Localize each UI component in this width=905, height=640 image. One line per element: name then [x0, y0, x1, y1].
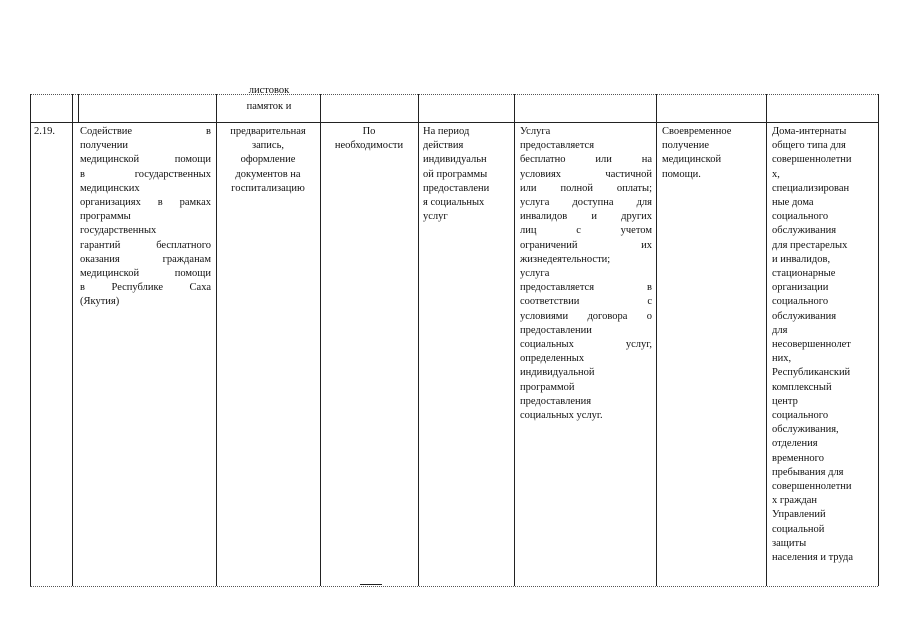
- cell-line: действия: [423, 140, 464, 152]
- col-border: [216, 94, 217, 586]
- cell-line: гарантий бесплатного: [80, 239, 211, 251]
- cell-line: для: [772, 324, 788, 336]
- cell-line: населения и труда: [772, 552, 853, 564]
- cell-line: помощи.: [662, 168, 701, 180]
- cell-line: в Республике Саха: [80, 282, 211, 294]
- col-border: [418, 94, 419, 586]
- cell-line: Своевременное: [662, 126, 732, 137]
- cell-line: социального: [772, 296, 829, 308]
- cell-line: отделения: [772, 438, 818, 450]
- cell-line: совершеннолетни: [772, 481, 852, 493]
- cell-line: пребывания для: [772, 466, 844, 478]
- cell-line: социальных услуг,: [520, 339, 652, 351]
- cell-line: ой программы: [423, 168, 488, 180]
- cell-line: центр: [772, 395, 798, 407]
- col-border: [878, 94, 879, 586]
- cell-line: или полной оплаты;: [520, 182, 652, 194]
- service-name-cell: [80, 125, 211, 310]
- cell-line: х граждан: [772, 495, 817, 507]
- cell-line: Управлений: [772, 509, 826, 521]
- col-border: [766, 94, 767, 586]
- cell-line: предоставлении: [520, 324, 592, 336]
- cell-line: медицинской помощи: [80, 268, 211, 280]
- cell-line: обслуживания,: [772, 424, 839, 436]
- cell-line: получение: [662, 140, 710, 152]
- cell-line: организациях в рамках: [80, 197, 211, 209]
- cell-line: предоставляется в: [520, 282, 652, 294]
- cell-line: индивидуальн: [423, 154, 487, 166]
- cell-line: обслуживания: [772, 225, 837, 237]
- row-separator: [30, 122, 878, 123]
- cell-line: стационарные: [772, 268, 836, 280]
- cell-line: условиями договора о: [520, 310, 652, 322]
- cell-line: ные дома: [772, 197, 814, 209]
- cell-line: предоставляется: [520, 140, 595, 152]
- cell-line: общего типа для: [772, 140, 846, 152]
- cell-line: На период: [423, 126, 470, 137]
- cell-line: медицинских: [80, 182, 140, 194]
- col-border: [78, 94, 79, 122]
- cell-line: По: [362, 126, 376, 137]
- col-border: [514, 94, 515, 586]
- row-number: 2.19.: [34, 126, 55, 137]
- cell-line: Республиканский: [772, 367, 851, 379]
- cell-line: услуга доступна для: [520, 197, 652, 209]
- cell-line: соответствии с: [520, 296, 652, 308]
- cell-line: услуга: [520, 268, 550, 280]
- cell-line: несовершеннолет: [772, 339, 851, 351]
- cell-line: них,: [772, 353, 792, 365]
- cell-line: (Якутия): [80, 296, 120, 308]
- cell-line: Дома-интернаты: [772, 126, 847, 137]
- cell-line: обслуживания: [772, 310, 837, 322]
- cell-line: социальных услуг.: [520, 410, 603, 422]
- cell-line: оформление: [240, 154, 296, 166]
- cell-line: индивидуальной: [520, 367, 595, 379]
- cell-line: х,: [772, 168, 780, 180]
- cell-line: документов на: [235, 168, 301, 180]
- cell-line: Услуга: [520, 126, 551, 137]
- cell-line: услуг: [423, 211, 448, 223]
- providers-cell: [772, 125, 876, 565]
- cell-line: социальной: [772, 523, 825, 535]
- table-bottom-border: [30, 586, 878, 587]
- cell-line: госпитализацию: [231, 182, 305, 194]
- cell-line: специализирован: [772, 182, 850, 194]
- prev-row-fragment: [222, 84, 316, 114]
- col-border: [320, 94, 321, 586]
- col-border: [30, 94, 31, 586]
- cell-line: медицинской: [662, 154, 722, 166]
- procedure-cell: [219, 125, 317, 196]
- cell-line: и инвалидов,: [772, 253, 831, 265]
- table-top-border: [30, 94, 878, 95]
- cell-line: социального: [772, 410, 829, 422]
- cell-line: условиях частичной: [520, 168, 652, 180]
- cell-line: Содействие в: [80, 126, 211, 137]
- cell-line: жизнедеятельности;: [520, 253, 611, 265]
- cell-line: определенных: [520, 353, 585, 365]
- period-cell: [423, 125, 513, 224]
- result-cell: [662, 125, 762, 182]
- cell-line: программы: [80, 211, 131, 223]
- cell-line: ограничений их: [520, 239, 652, 251]
- cell-line: инвалидов и других: [520, 211, 652, 223]
- cell-line: для престарелых: [772, 239, 848, 251]
- cell-line: медицинской помощи: [80, 154, 211, 166]
- cell-line: временного: [772, 452, 824, 464]
- cell-line: необходимости: [334, 140, 404, 152]
- cell-line: лиц с учетом: [520, 225, 652, 237]
- cell-line: предоставления: [520, 395, 592, 407]
- cell-line: в государственных: [80, 168, 211, 180]
- cell-line: совершеннолетни: [772, 154, 852, 166]
- col-border: [656, 94, 657, 586]
- cell-line: организации: [772, 282, 829, 294]
- cell-line: бесплатно или на: [520, 154, 652, 166]
- fragment-line: памяток и: [246, 101, 292, 113]
- cell-line: оказания гражданам: [80, 253, 211, 265]
- cell-line: предоставлени: [423, 182, 490, 194]
- cell-line: запись,: [252, 140, 284, 152]
- cell-line: комплексный: [772, 381, 832, 393]
- fragment-line: листовок: [248, 85, 290, 96]
- dash-mark: [360, 584, 382, 585]
- frequency-cell: [322, 125, 416, 153]
- cell-line: программой: [520, 381, 575, 393]
- cell-line: я социальных: [423, 197, 485, 209]
- cell-line: государственных: [80, 225, 157, 237]
- col-border: [72, 94, 73, 586]
- conditions-cell: [520, 125, 652, 423]
- cell-line: социального: [772, 211, 829, 223]
- cell-line: защиты: [772, 537, 807, 549]
- cell-line: предварительная: [230, 126, 306, 137]
- cell-line: получении: [80, 140, 129, 152]
